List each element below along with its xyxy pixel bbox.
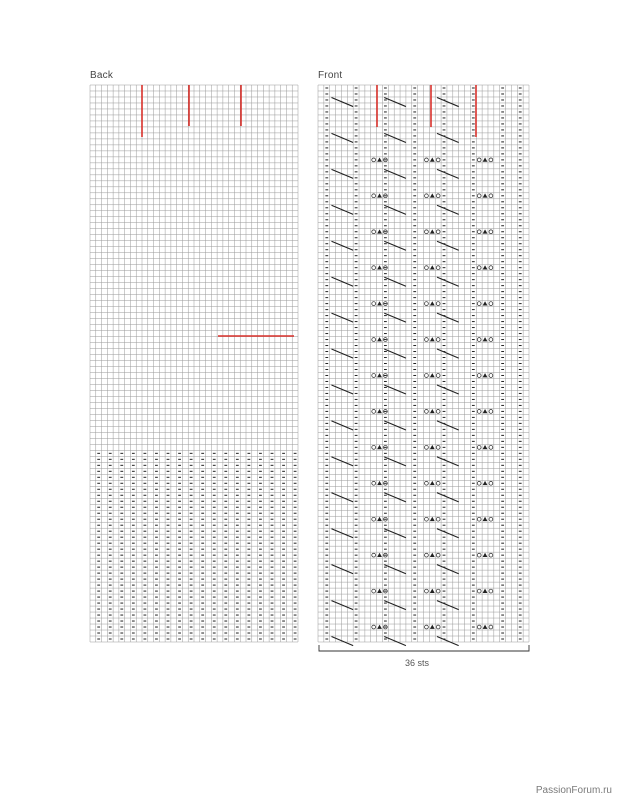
watermark: PassionForum.ru — [535, 785, 612, 796]
front-cable-strokes — [331, 97, 458, 645]
front-grid-lines — [318, 85, 529, 642]
stitch-count-label: 36 sts — [405, 658, 430, 668]
stitch-width-bracket — [319, 645, 529, 651]
front-chart-title: Front — [318, 70, 343, 81]
back-chart-title: Back — [90, 70, 114, 81]
